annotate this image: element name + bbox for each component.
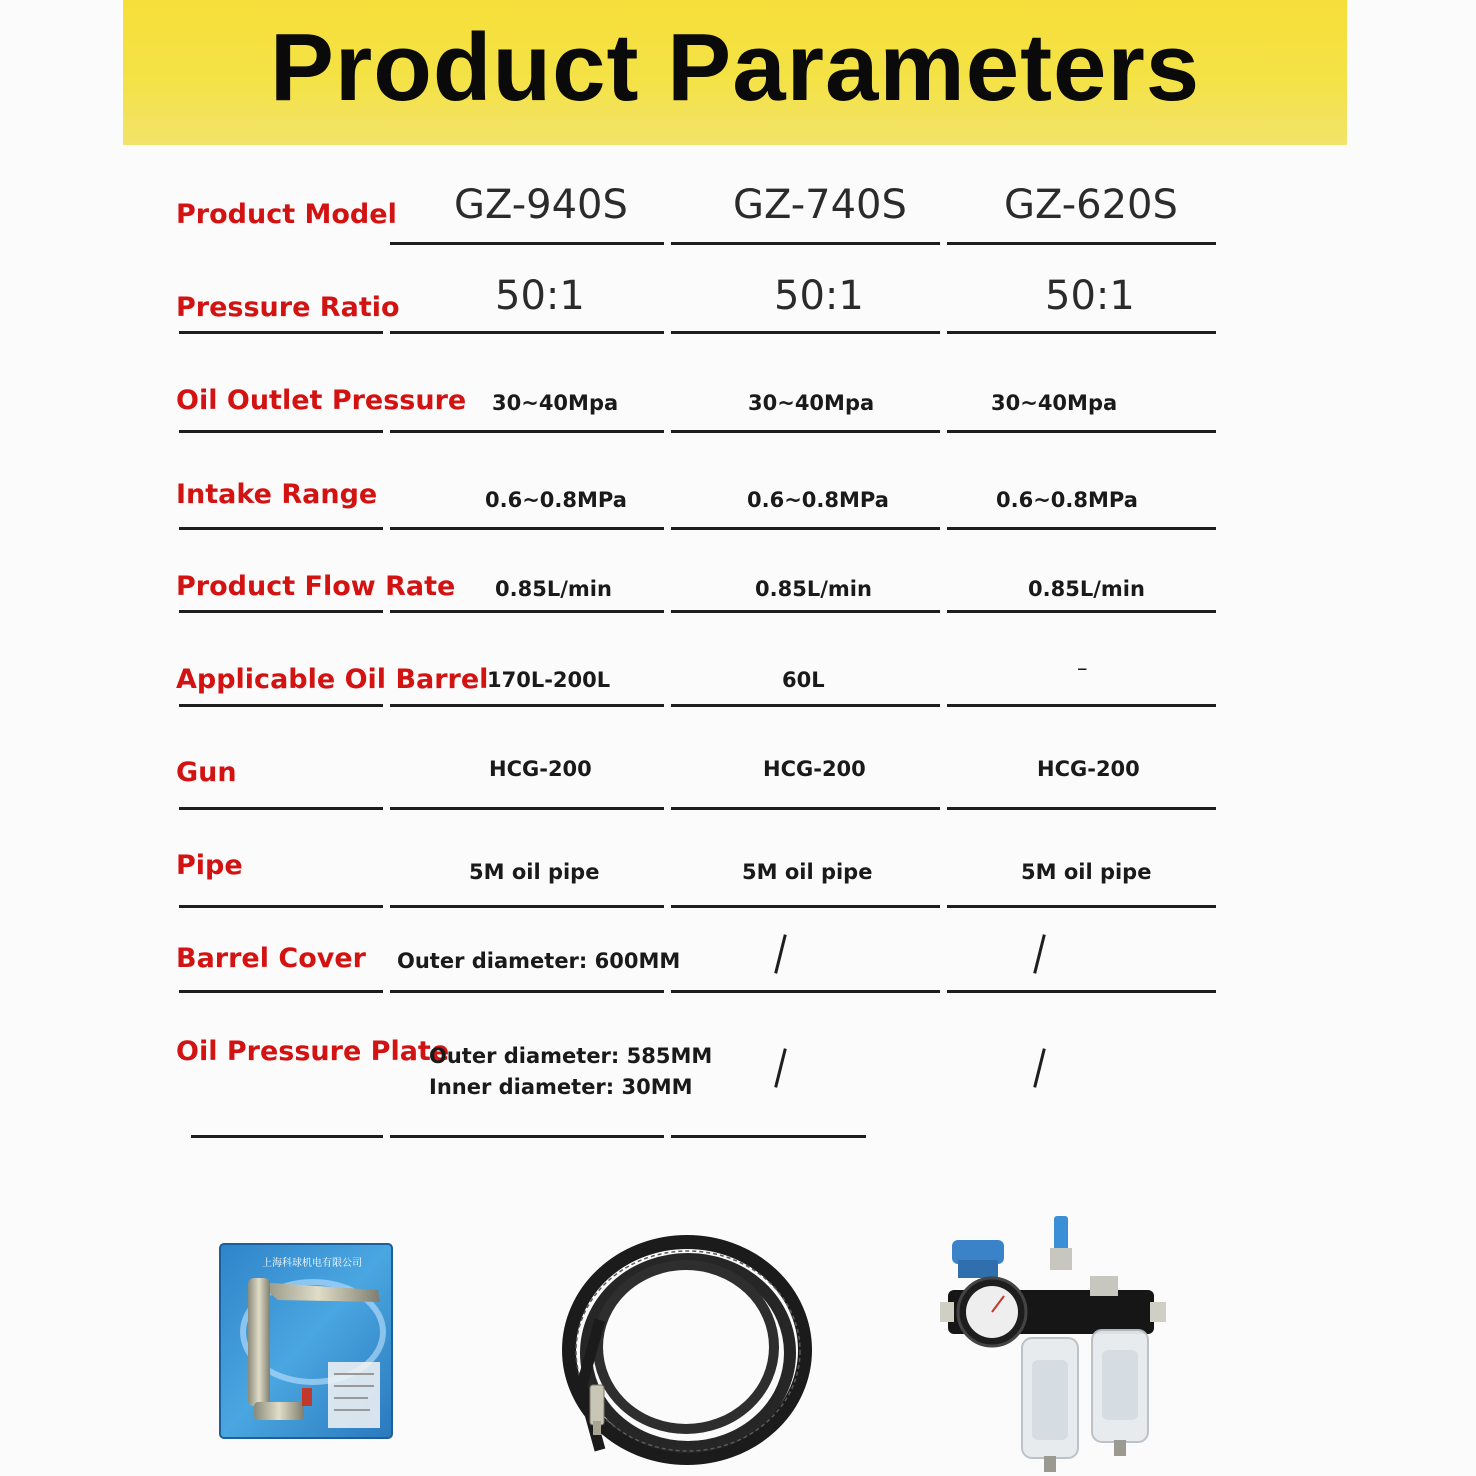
row-label-product-flow-rate: Product Flow Rate xyxy=(176,571,456,602)
cell-gun-3: HCG-200 xyxy=(1037,757,1140,781)
air-filter-regulator-image xyxy=(940,1210,1180,1476)
cell-pipe-3: 5M oil pipe xyxy=(1021,860,1152,884)
cell-barrel-cover-3-slash xyxy=(1033,934,1046,974)
row-label-product-model: Product Model xyxy=(176,199,397,230)
cell-intake-range-2: 0.6~0.8MPa xyxy=(747,488,889,512)
row-label-gun: Gun xyxy=(176,757,237,788)
cell-model-2: GZ-740S xyxy=(733,182,907,228)
cell-flow-rate-3: 0.85L/min xyxy=(1028,577,1145,601)
row-label-applicable-oil-barrel: Applicable Oil Barrel xyxy=(176,664,489,695)
grease-gun-package-image xyxy=(218,1242,394,1440)
cell-barrel-cover-1: Outer diameter: 600MM xyxy=(397,949,681,973)
cell-ratio-1: 50:1 xyxy=(495,273,585,319)
cell-intake-range-1: 0.6~0.8MPa xyxy=(485,488,627,512)
cell-pressure-plate-inner: Inner diameter: 30MM xyxy=(429,1075,693,1099)
row-label-oil-pressure-plate: Oil Pressure Plate xyxy=(176,1036,450,1067)
cell-oil-barrel-1: 170L-200L xyxy=(487,668,611,692)
cell-flow-rate-2: 0.85L/min xyxy=(755,577,872,601)
title-banner xyxy=(123,0,1347,145)
cell-model-3: GZ-620S xyxy=(1004,182,1178,228)
cell-intake-range-3: 0.6~0.8MPa xyxy=(996,488,1138,512)
cell-pipe-2: 5M oil pipe xyxy=(742,860,873,884)
cell-oil-barrel-3: – xyxy=(1077,656,1088,680)
cell-gun-1: HCG-200 xyxy=(489,757,592,781)
cell-oil-barrel-2: 60L xyxy=(782,668,825,692)
cell-flow-rate-1: 0.85L/min xyxy=(495,577,612,601)
cell-pressure-plate-2-slash xyxy=(774,1048,787,1088)
cell-pressure-plate-outer: Outer diameter: 585MM xyxy=(429,1044,713,1068)
cell-model-1: GZ-940S xyxy=(454,182,628,228)
cell-outlet-pressure-2: 30~40Mpa xyxy=(748,391,875,415)
cell-ratio-3: 50:1 xyxy=(1045,273,1135,319)
row-label-pressure-ratio: Pressure Ratio xyxy=(176,292,400,323)
cell-barrel-cover-2-slash xyxy=(774,934,787,974)
cell-pressure-plate-3-slash xyxy=(1033,1048,1046,1088)
cell-pipe-1: 5M oil pipe xyxy=(469,860,600,884)
row-label-oil-outlet-pressure: Oil Outlet Pressure xyxy=(176,385,467,416)
row-label-intake-range: Intake Range xyxy=(176,479,378,510)
cell-ratio-2: 50:1 xyxy=(774,273,864,319)
page-title: Product Parameters xyxy=(269,14,1201,121)
row-label-pipe: Pipe xyxy=(176,850,243,881)
row-label-barrel-cover: Barrel Cover xyxy=(176,943,366,974)
package-brand-text: 上海科球机电有限公司 xyxy=(262,1258,362,1269)
cell-outlet-pressure-3: 30~40Mpa xyxy=(991,391,1118,415)
cell-outlet-pressure-1: 30~40Mpa xyxy=(492,391,619,415)
oil-pipe-image xyxy=(560,1235,815,1475)
cell-gun-2: HCG-200 xyxy=(763,757,866,781)
